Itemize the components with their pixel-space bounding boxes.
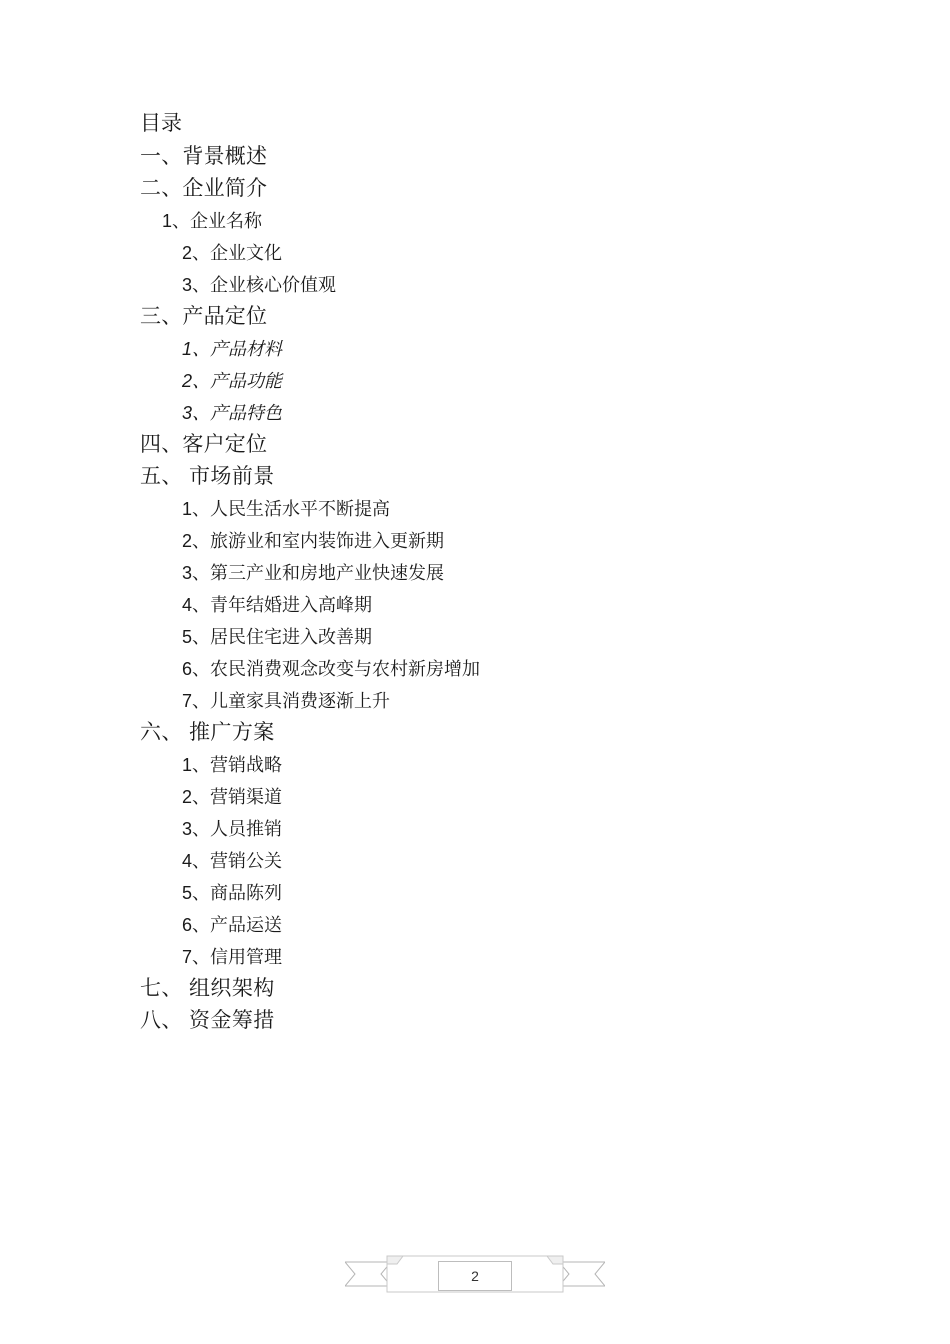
- toc-entry[interactable]: 2、企业文化: [182, 243, 283, 263]
- toc-entry[interactable]: 六、 推广方案: [140, 721, 275, 744]
- toc-entry[interactable]: 5、居民住宅进入改善期: [182, 627, 373, 647]
- toc-entry[interactable]: 3、产品特色: [182, 403, 283, 423]
- toc-entry[interactable]: 3、企业核心价值观: [182, 275, 337, 295]
- page-number: 2: [438, 1261, 512, 1291]
- toc-entry[interactable]: 1、产品材料: [182, 339, 283, 359]
- toc-heading: 目录: [140, 112, 182, 135]
- toc-entry[interactable]: 2、旅游业和室内装饰进入更新期: [182, 531, 445, 551]
- toc-entry[interactable]: 二、企业简介: [140, 177, 268, 200]
- toc-entry[interactable]: 三、产品定位: [140, 305, 268, 328]
- toc-entry[interactable]: 6、产品运送: [182, 915, 283, 935]
- toc-entry[interactable]: 五、 市场前景: [140, 465, 275, 488]
- toc-entry[interactable]: 7、信用管理: [182, 947, 283, 967]
- table-of-contents: [140, 108, 840, 1037]
- page-footer: [0, 1252, 950, 1298]
- toc-entry[interactable]: 5、商品陈列: [182, 883, 283, 903]
- toc-entry[interactable]: 1、营销战略: [182, 755, 283, 775]
- toc-entry[interactable]: 八、 资金筹措: [140, 1009, 275, 1032]
- toc-entry[interactable]: 3、第三产业和房地产业快速发展: [182, 563, 445, 583]
- toc-entry[interactable]: 2、营销渠道: [182, 787, 283, 807]
- toc-entry[interactable]: 2、产品功能: [182, 371, 283, 391]
- toc-entry[interactable]: 3、人员推销: [182, 819, 283, 839]
- toc-entry[interactable]: 4、营销公关: [182, 851, 283, 871]
- toc-entry[interactable]: 4、青年结婚进入高峰期: [182, 595, 373, 615]
- toc-entry[interactable]: 七、 组织架构: [140, 977, 275, 1000]
- toc-entry[interactable]: 1、人民生活水平不断提高: [182, 499, 391, 519]
- toc-entry[interactable]: 四、客户定位: [140, 433, 268, 456]
- toc-entry[interactable]: 7、儿童家具消费逐渐上升: [182, 691, 391, 711]
- toc-entry[interactable]: 一、背景概述: [140, 145, 268, 168]
- toc-entry[interactable]: 1、企业名称: [162, 211, 263, 231]
- toc-entry[interactable]: 6、农民消费观念改变与农村新房增加: [182, 659, 481, 679]
